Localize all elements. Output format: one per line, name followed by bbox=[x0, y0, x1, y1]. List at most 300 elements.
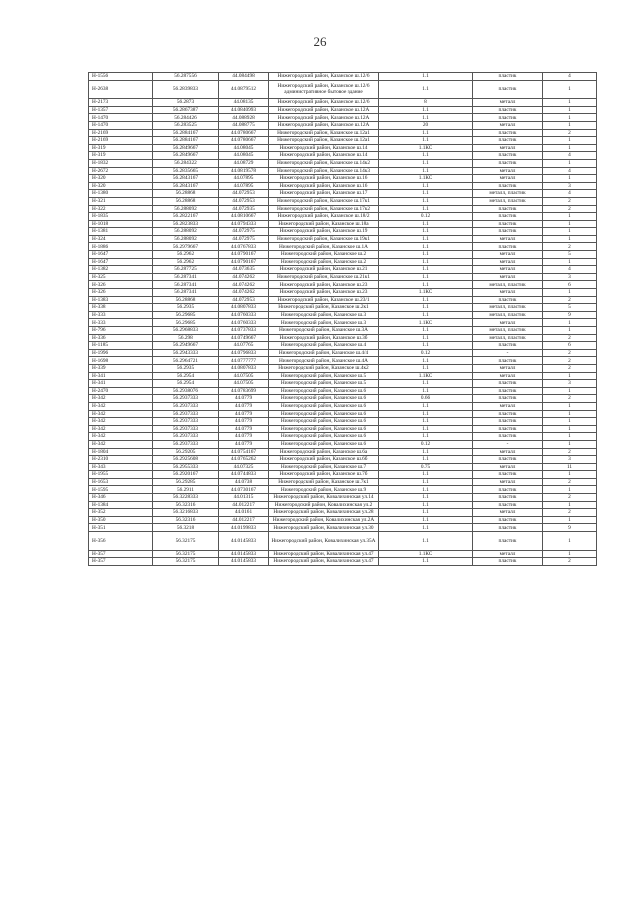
cell-container-material: металл bbox=[473, 319, 543, 327]
cell-container-count: 2 bbox=[543, 395, 597, 403]
cell-container-count: 1 bbox=[543, 425, 597, 433]
cell-container-volume: 1.1 bbox=[379, 220, 473, 228]
cell-site-code: Н-1647 bbox=[89, 251, 153, 259]
cell-container-count: 3 bbox=[543, 273, 597, 281]
cell-container-material: металл bbox=[473, 121, 543, 129]
cell-address: Нижегородский район, Ковалихинская ул.35А bbox=[269, 532, 379, 551]
cell-container-material: металл bbox=[473, 364, 543, 372]
cell-container-material: металл bbox=[473, 372, 543, 380]
cell-address: Нижегородский район, Казанское ш.6 bbox=[269, 433, 379, 441]
cell-container-volume: 1.1 bbox=[379, 532, 473, 551]
cell-site-code: Н-356 bbox=[89, 532, 153, 551]
cell-site-code: Н-346 bbox=[89, 494, 153, 502]
cell-container-count: 1 bbox=[543, 137, 597, 145]
cell-container-count: 6 bbox=[543, 342, 597, 350]
cell-longitude: 44.07505 bbox=[219, 372, 269, 380]
table-row bbox=[89, 471, 597, 479]
cell-latitude: 56.2925608 bbox=[153, 456, 219, 464]
cell-container-volume: 1.1КС bbox=[379, 175, 473, 183]
page-number: 26 bbox=[313, 34, 327, 49]
cell-site-code: Н-333 bbox=[89, 311, 153, 319]
cell-container-volume: 1.1 bbox=[379, 182, 473, 190]
cell-latitude: 56.287556 bbox=[153, 73, 219, 81]
cell-container-volume: 0.12 bbox=[379, 349, 473, 357]
cell-latitude: 56.2949667 bbox=[153, 342, 219, 350]
cell-site-code: Н-326 bbox=[89, 281, 153, 289]
cell-address: Нижегородский район, Казанское ш.12/6 bbox=[269, 99, 379, 107]
table-row bbox=[89, 357, 597, 365]
cell-latitude: 56.284426 bbox=[153, 114, 219, 122]
cell-longitude: 44.074262 bbox=[219, 273, 269, 281]
cell-container-material: металл, пластик bbox=[473, 304, 543, 312]
cell-longitude: 44.0779 bbox=[219, 433, 269, 441]
table-row bbox=[89, 486, 597, 494]
cell-container-count: 2 bbox=[543, 448, 597, 456]
cell-longitude: 44.0749667 bbox=[219, 334, 269, 342]
cell-container-volume: 1.1КС bbox=[379, 372, 473, 380]
cell-latitude: 56.32316 bbox=[153, 501, 219, 509]
cell-container-material: металл bbox=[473, 550, 543, 558]
cell-container-material: металл bbox=[473, 99, 543, 107]
cell-latitude: 56.2937333 bbox=[153, 410, 219, 418]
cell-address: Нижегородский район, Казанское ш.23 bbox=[269, 281, 379, 289]
cell-latitude: 56.2835665 bbox=[153, 167, 219, 175]
cell-latitude: 56.2849667 bbox=[153, 144, 219, 152]
table-row bbox=[89, 243, 597, 251]
cell-site-code: Н-2173 bbox=[89, 99, 153, 107]
cell-container-volume: 1.1 bbox=[379, 235, 473, 243]
cell-site-code: Н-1886 bbox=[89, 243, 153, 251]
cell-site-code: Н-319 bbox=[89, 144, 153, 152]
cell-container-volume: 8 bbox=[379, 99, 473, 107]
cell-container-count: 1 bbox=[543, 327, 597, 335]
cell-container-material: пластик bbox=[473, 532, 543, 551]
table-row bbox=[89, 159, 597, 167]
cell-container-volume: 1.1 bbox=[379, 258, 473, 266]
table-row bbox=[89, 532, 597, 551]
cell-address: Нижегородский район, Казанское ш.2к1 bbox=[269, 304, 379, 312]
cell-latitude: 56.2935 bbox=[153, 364, 219, 372]
cell-longitude: 44.0730167 bbox=[219, 486, 269, 494]
cell-container-volume: 1.1 bbox=[379, 494, 473, 502]
cell-address: Нижегородский район, Казанское ш.16 bbox=[269, 182, 379, 190]
cell-site-code: Н-1595 bbox=[89, 486, 153, 494]
cell-container-count: 2 bbox=[543, 296, 597, 304]
table-row bbox=[89, 266, 597, 274]
table-row bbox=[89, 205, 597, 213]
cell-container-material: металл bbox=[473, 167, 543, 175]
cell-container-count: 2 bbox=[543, 205, 597, 213]
cell-container-material: пластик bbox=[473, 486, 543, 494]
cell-site-code: Н-341 bbox=[89, 372, 153, 380]
cell-container-count: 1 bbox=[543, 532, 597, 551]
cell-address: Нижегородский район, Казанское ш.12/6 административное бытовое здание bbox=[269, 80, 379, 99]
cell-container-volume: 1.1 bbox=[379, 410, 473, 418]
cell-site-code: Н-320 bbox=[89, 175, 153, 183]
cell-longitude: 44.0767833 bbox=[219, 243, 269, 251]
cell-container-count: 1 bbox=[543, 175, 597, 183]
cell-container-count: 5 bbox=[543, 304, 597, 312]
cell-container-material: металл, пластик bbox=[473, 197, 543, 205]
cell-longitude: 44.0765262 bbox=[219, 456, 269, 464]
cell-site-code: Н-2638 bbox=[89, 80, 153, 99]
table-row bbox=[89, 448, 597, 456]
cell-latitude: 56.29685 bbox=[153, 311, 219, 319]
cell-container-volume: 1.1 bbox=[379, 402, 473, 410]
cell-latitude: 56.2884167 bbox=[153, 137, 219, 145]
cell-longitude: 44.07895 bbox=[219, 175, 269, 183]
table-row bbox=[89, 114, 597, 122]
cell-longitude: 44.0779 bbox=[219, 440, 269, 448]
table-row bbox=[89, 478, 597, 486]
cell-address: Нижегородский район, Казанское ш.14 bbox=[269, 152, 379, 160]
cell-longitude: 44.0783699 bbox=[219, 387, 269, 395]
cell-latitude: 56.28868 bbox=[153, 296, 219, 304]
cell-container-material: пластик bbox=[473, 342, 543, 350]
cell-latitude: 56.2955333 bbox=[153, 463, 219, 471]
cell-container-volume: 1.1 bbox=[379, 486, 473, 494]
cell-site-code: Н-1470 bbox=[89, 121, 153, 129]
cell-address: Нижегородский район, Казанское ш.9 bbox=[269, 486, 379, 494]
cell-longitude: 44.012217 bbox=[219, 516, 269, 524]
cell-longitude: 44.0790167 bbox=[219, 251, 269, 259]
table-row bbox=[89, 380, 597, 388]
cell-container-count: 1 bbox=[543, 121, 597, 129]
cell-longitude: 44.0819578 bbox=[219, 167, 269, 175]
table-row bbox=[89, 289, 597, 297]
table-row bbox=[89, 190, 597, 198]
cell-address: Нижегородский район, Казанское ш.6 bbox=[269, 425, 379, 433]
cell-container-volume: 1.1 bbox=[379, 311, 473, 319]
cell-latitude: 56.2823833 bbox=[153, 220, 219, 228]
cell-container-material: пластик bbox=[473, 220, 543, 228]
cell-container-material: пластик bbox=[473, 213, 543, 221]
cell-container-count: 3 bbox=[543, 182, 597, 190]
cell-container-volume: 1.1 bbox=[379, 106, 473, 114]
cell-latitude: 56.2935 bbox=[153, 304, 219, 312]
table-row bbox=[89, 251, 597, 259]
cell-container-material: металл bbox=[473, 175, 543, 183]
table-row bbox=[89, 175, 597, 183]
cell-site-code: Н-343 bbox=[89, 463, 153, 471]
cell-container-count: 1 bbox=[543, 440, 597, 448]
table-row bbox=[89, 410, 597, 418]
cell-latitude: 56.2954 bbox=[153, 380, 219, 388]
cell-latitude: 56.2962 bbox=[153, 251, 219, 259]
cell-latitude: 56.287341 bbox=[153, 281, 219, 289]
cell-latitude: 56.283525 bbox=[153, 121, 219, 129]
cell-address: Нижегородский район, Казанское ш.14к3 bbox=[269, 167, 379, 175]
cell-longitude: 44.0810667 bbox=[219, 213, 269, 221]
cell-container-volume: 1.1 bbox=[379, 471, 473, 479]
cell-address: Нижегородский район, Казанское ш.19к1 bbox=[269, 235, 379, 243]
cell-container-count: 4 bbox=[543, 152, 597, 160]
cell-site-code: Н-2672 bbox=[89, 167, 153, 175]
cell-latitude: 56.2937333 bbox=[153, 402, 219, 410]
cell-container-volume: 1.1 bbox=[379, 296, 473, 304]
cell-site-code: Н-1383 bbox=[89, 296, 153, 304]
cell-container-volume: 1.1 bbox=[379, 197, 473, 205]
cell-container-count: 2 bbox=[543, 478, 597, 486]
cell-container-material: пластик bbox=[473, 114, 543, 122]
cell-container-volume: 1.1 bbox=[379, 80, 473, 99]
cell-site-code: Н-341 bbox=[89, 380, 153, 388]
cell-longitude: 44.0879512 bbox=[219, 80, 269, 99]
cell-site-code: Н-1470 bbox=[89, 114, 153, 122]
cell-container-volume: 1.1КС bbox=[379, 550, 473, 558]
table-row bbox=[89, 99, 597, 107]
cell-container-count: 1 bbox=[543, 228, 597, 236]
cell-latitude: 56.2839833 bbox=[153, 80, 219, 99]
table-row bbox=[89, 516, 597, 524]
cell-container-volume: 1.1 bbox=[379, 509, 473, 517]
cell-latitude: 56.29285 bbox=[153, 478, 219, 486]
cell-site-code: Н-1556 bbox=[89, 73, 153, 81]
table-row bbox=[89, 213, 597, 221]
cell-longitude: 44.0794333 bbox=[219, 220, 269, 228]
table-row bbox=[89, 228, 597, 236]
cell-container-material: - bbox=[473, 349, 543, 357]
cell-site-code: Н-342 bbox=[89, 410, 153, 418]
cell-address: Нижегородский район, Казанское ш.18/2 bbox=[269, 213, 379, 221]
cell-container-volume: 1.1КС bbox=[379, 144, 473, 152]
cell-address: Нижегородский район, Казанское ш.3 bbox=[269, 311, 379, 319]
table-row bbox=[89, 327, 597, 335]
cell-address: Нижегородский район, Казанское ш.6 bbox=[269, 410, 379, 418]
cell-longitude: 44.08135 bbox=[219, 99, 269, 107]
cell-container-material: металл bbox=[473, 266, 543, 274]
table-row bbox=[89, 197, 597, 205]
cell-site-code: Н-319 bbox=[89, 152, 153, 160]
cell-latitude: 56.32316 bbox=[153, 516, 219, 524]
cell-latitude: 56.32175 bbox=[153, 550, 219, 558]
cell-container-material: пластик bbox=[473, 228, 543, 236]
cell-container-material: пластик bbox=[473, 494, 543, 502]
cell-container-count: 4 bbox=[543, 167, 597, 175]
cell-longitude: 44.0796833 bbox=[219, 349, 269, 357]
cell-container-count: 1 bbox=[543, 319, 597, 327]
cell-container-material: пластик bbox=[473, 380, 543, 388]
cell-container-volume: 1.1 bbox=[379, 456, 473, 464]
cell-container-volume: 1.1 bbox=[379, 228, 473, 236]
cell-latitude: 56.287341 bbox=[153, 273, 219, 281]
cell-address: Нижегородский район, Казанское ш.23 bbox=[269, 289, 379, 297]
cell-longitude: 44.072975 bbox=[219, 228, 269, 236]
cell-container-volume: 1.1 bbox=[379, 501, 473, 509]
cell-address: Нижегородский район, Казанское ш.4к2 bbox=[269, 364, 379, 372]
cell-address: Нижегородский район, Казанское ш.14 bbox=[269, 144, 379, 152]
cell-address: Нижегородский район, Казанское ш.6 bbox=[269, 395, 379, 403]
cell-latitude: 56.3218 bbox=[153, 524, 219, 532]
cell-container-material: пластик bbox=[473, 410, 543, 418]
cell-container-volume: 0.12 bbox=[379, 440, 473, 448]
cell-site-code: Н-322 bbox=[89, 205, 153, 213]
cell-address: Нижегородский район, Казанское ш.7б bbox=[269, 471, 379, 479]
cell-latitude: 56.2943333 bbox=[153, 349, 219, 357]
table-row bbox=[89, 129, 597, 137]
cell-site-code: Н-324 bbox=[89, 235, 153, 243]
cell-address: Нижегородский район, Казанское ш.17к2 bbox=[269, 205, 379, 213]
cell-latitude: 56.2938076 bbox=[153, 387, 219, 395]
cell-longitude: 44.0760333 bbox=[219, 311, 269, 319]
table-row bbox=[89, 296, 597, 304]
cell-site-code: Н-342 bbox=[89, 433, 153, 441]
cell-longitude: 44.072935 bbox=[219, 205, 269, 213]
cell-site-code: Н-1653 bbox=[89, 478, 153, 486]
cell-latitude: 56.2884167 bbox=[153, 129, 219, 137]
table-row bbox=[89, 334, 597, 342]
cell-address: Нижегородский район, Казанское ш.14к2 bbox=[269, 159, 379, 167]
cell-longitude: 44.0199833 bbox=[219, 524, 269, 532]
cell-latitude: 56.288092 bbox=[153, 205, 219, 213]
cell-longitude: 44.0754167 bbox=[219, 448, 269, 456]
cell-container-volume: 1.1 bbox=[379, 380, 473, 388]
cell-container-material: пластик bbox=[473, 395, 543, 403]
cell-site-code: Н-1384 bbox=[89, 501, 153, 509]
cell-address: Нижегородский район, Казанское ш.4 bbox=[269, 342, 379, 350]
cell-latitude: 56.2954 bbox=[153, 372, 219, 380]
cell-latitude: 56.287725 bbox=[153, 266, 219, 274]
cell-site-code: Н-342 bbox=[89, 395, 153, 403]
cell-address: Нижегородский район, Ковалихинская ул.47 bbox=[269, 558, 379, 566]
cell-container-volume: 1.1 bbox=[379, 243, 473, 251]
cell-container-count: 1 bbox=[543, 289, 597, 297]
cell-latitude: 56.32175 bbox=[153, 532, 219, 551]
cell-longitude: 44.0780667 bbox=[219, 137, 269, 145]
cell-longitude: 44.07505 bbox=[219, 380, 269, 388]
table-row bbox=[89, 463, 597, 471]
cell-container-material: металл bbox=[473, 402, 543, 410]
cell-longitude: 44.0744833 bbox=[219, 471, 269, 479]
table-row bbox=[89, 524, 597, 532]
cell-address: Нижегородский район, Казанское ш.12а1 bbox=[269, 137, 379, 145]
cell-longitude: 44.0145833 bbox=[219, 532, 269, 551]
cell-container-material: металл bbox=[473, 509, 543, 517]
cell-container-count: 2 bbox=[543, 349, 597, 357]
cell-latitude: 56.2843167 bbox=[153, 175, 219, 183]
table-row bbox=[89, 501, 597, 509]
cell-longitude: 44.0779 bbox=[219, 418, 269, 426]
cell-latitude: 56.2867387 bbox=[153, 106, 219, 114]
cell-site-code: Н-325 bbox=[89, 273, 153, 281]
cell-site-code: Н-321 bbox=[89, 197, 153, 205]
cell-address: Нижегородский район, Казанское ш.7 bbox=[269, 463, 379, 471]
cell-container-count: 1 bbox=[543, 501, 597, 509]
cell-latitude: 56.2937333 bbox=[153, 440, 219, 448]
cell-container-count: 11 bbox=[543, 463, 597, 471]
cell-container-volume: 1.1 bbox=[379, 516, 473, 524]
cell-address: Нижегородский район, Казанское ш.23/1 bbox=[269, 296, 379, 304]
cell-address: Нижегородский район, Казанское ш.12А bbox=[269, 114, 379, 122]
cell-address: Нижегородский район, Казанское ш.21к1 bbox=[269, 273, 379, 281]
cell-address: Нижегородский район, Казанское ш.1А bbox=[269, 243, 379, 251]
cell-latitude: 56.288092 bbox=[153, 228, 219, 236]
cell-site-code: Н-1804 bbox=[89, 448, 153, 456]
cell-container-material: пластик bbox=[473, 456, 543, 464]
cell-container-volume: 1.1 bbox=[379, 334, 473, 342]
table-row bbox=[89, 235, 597, 243]
table-row bbox=[89, 304, 597, 312]
cell-container-count: 1 bbox=[543, 80, 597, 99]
cell-container-volume: 1.1 bbox=[379, 159, 473, 167]
registry-sheet bbox=[88, 72, 596, 566]
table-row bbox=[89, 258, 597, 266]
cell-container-material: пластик bbox=[473, 137, 543, 145]
cell-container-count: 3 bbox=[543, 456, 597, 464]
cell-container-count: 1 bbox=[543, 418, 597, 426]
cell-latitude: 56.2937333 bbox=[153, 418, 219, 426]
cell-longitude: 44.084498 bbox=[219, 73, 269, 81]
cell-container-material: металл, пластик bbox=[473, 281, 543, 289]
cell-latitude: 56.2843167 bbox=[153, 182, 219, 190]
cell-container-count: 1 bbox=[543, 144, 597, 152]
cell-longitude: 44.0779 bbox=[219, 425, 269, 433]
cell-site-code: Н-1380 bbox=[89, 190, 153, 198]
cell-site-code: Н-1381 bbox=[89, 228, 153, 236]
cell-container-material: пластик bbox=[473, 205, 543, 213]
table-row bbox=[89, 80, 597, 99]
cell-container-count: 9 bbox=[543, 311, 597, 319]
cell-latitude: 56.2964721 bbox=[153, 357, 219, 365]
cell-site-code: Н-2169 bbox=[89, 137, 153, 145]
table-row bbox=[89, 395, 597, 403]
cell-longitude: 44.0145833 bbox=[219, 550, 269, 558]
cell-container-volume: 1.1 bbox=[379, 205, 473, 213]
cell-container-material: пластик bbox=[473, 159, 543, 167]
cell-container-count: 2 bbox=[543, 357, 597, 365]
cell-address: Нижегородский район, Казанское ш.6 bbox=[269, 402, 379, 410]
cell-longitude: 44.08045 bbox=[219, 152, 269, 160]
cell-address: Нижегородский район, Казанское ш.6 bbox=[269, 387, 379, 395]
cell-longitude: 44.07895 bbox=[219, 182, 269, 190]
cell-container-volume: 1.1 bbox=[379, 357, 473, 365]
cell-address: Нижегородский район, Казанское ш.16 bbox=[269, 175, 379, 183]
cell-latitude: 56.28868 bbox=[153, 190, 219, 198]
cell-address: Нижегородский район, Казанское ш.2 bbox=[269, 258, 379, 266]
cell-longitude: 44.07325 bbox=[219, 463, 269, 471]
cell-site-code: Н-342 bbox=[89, 440, 153, 448]
cell-site-code: Н-1018 bbox=[89, 220, 153, 228]
cell-container-volume: 1.1 bbox=[379, 425, 473, 433]
cell-address: Нижегородский район, Казанское ш.19 bbox=[269, 228, 379, 236]
cell-container-material: пластик bbox=[473, 357, 543, 365]
cell-site-code: Н-1647 bbox=[89, 258, 153, 266]
cell-container-volume: 1.1 bbox=[379, 73, 473, 81]
cell-site-code: Н-350 bbox=[89, 516, 153, 524]
cell-container-volume: 1.1 bbox=[379, 190, 473, 198]
cell-container-material: пластик bbox=[473, 73, 543, 81]
cell-site-code: Н-352 bbox=[89, 509, 153, 517]
cell-site-code: Н-342 bbox=[89, 425, 153, 433]
cell-container-volume: 1.1 bbox=[379, 524, 473, 532]
cell-site-code: Н-1357 bbox=[89, 106, 153, 114]
cell-container-volume: 1.1 bbox=[379, 137, 473, 145]
cell-latitude: 56.2968833 bbox=[153, 327, 219, 335]
cell-container-count: 1 bbox=[543, 258, 597, 266]
cell-latitude: 56.2937333 bbox=[153, 425, 219, 433]
cell-longitude: 44.088775 bbox=[219, 121, 269, 129]
cell-address: Нижегородский район, Казанское ш.12а1 bbox=[269, 129, 379, 137]
cell-site-code: Н-338 bbox=[89, 304, 153, 312]
cell-latitude: 56.2822167 bbox=[153, 213, 219, 221]
cell-latitude: 56.2849667 bbox=[153, 152, 219, 160]
cell-container-material: пластик bbox=[473, 106, 543, 114]
table-row bbox=[89, 364, 597, 372]
cell-site-code: Н-1698 bbox=[89, 357, 153, 365]
cell-container-count: 1 bbox=[543, 99, 597, 107]
table-row bbox=[89, 494, 597, 502]
cell-latitude: 56.2937333 bbox=[153, 395, 219, 403]
